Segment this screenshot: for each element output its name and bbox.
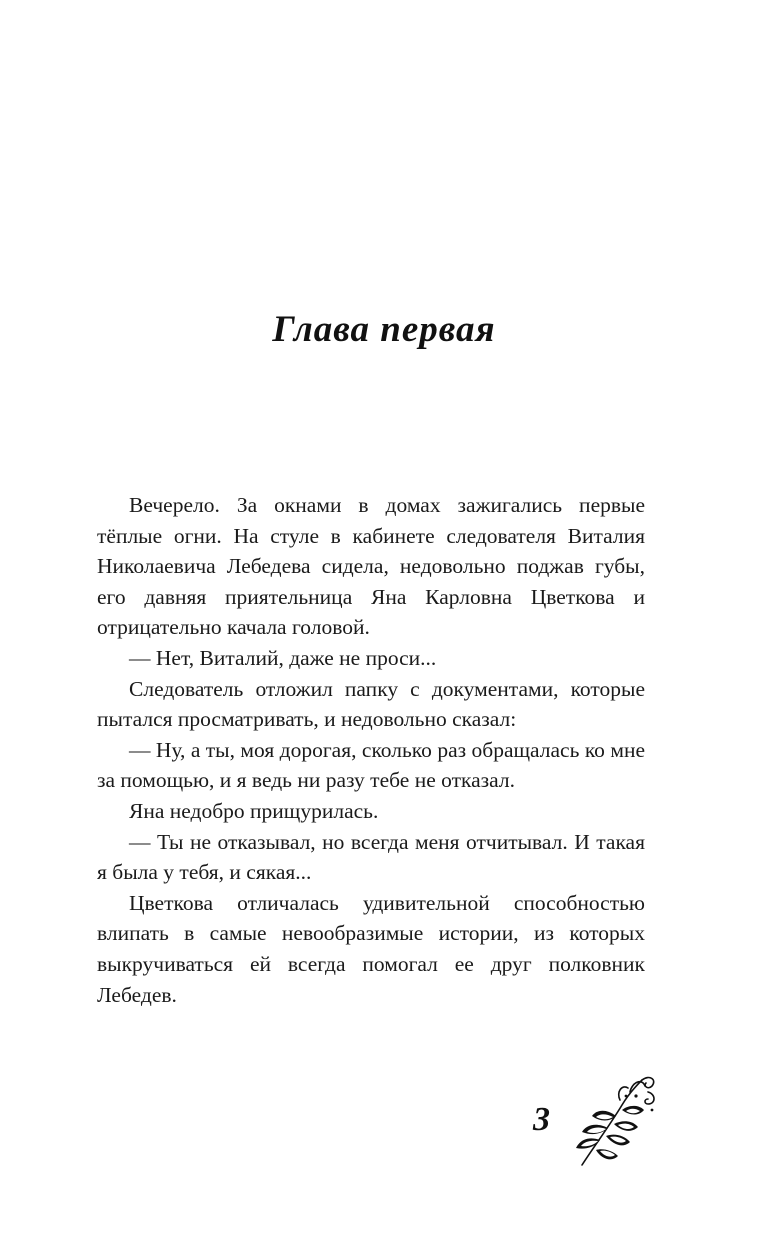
chapter-body <box>97 490 645 1010</box>
paragraph: Яна недобро прищурилась. <box>129 798 379 823</box>
paragraph: — Нет, Виталий, даже не проси... <box>129 645 437 670</box>
paragraph: — Ну, а ты, моя дорогая, сколько раз обращалась ко мне за помощью, и я ведь ни разу тебе не отказал. <box>97 737 645 793</box>
leaf-branch-icon <box>560 1070 660 1170</box>
paragraph: Следователь отложил папку с документами, которые пытался просматривать, и недовольно сказал: <box>97 676 645 732</box>
paragraph: — Ты не отказывал, но всегда меня отчитывал. И такая я была у тебя, и сякая... <box>97 829 645 885</box>
paragraph: Вечерело. За окнами в домах зажигались первые тёплые огни. На стуле в кабинете следователя Виталия Николаевича Лебедева сидела, недовольно поджав губы, его давняя приятельница Яна Карловна Цветкова и отрицательно качала головой. <box>97 493 645 640</box>
page-number: 3 <box>533 1101 550 1138</box>
chapter-title: Глава первая <box>272 309 496 350</box>
paragraph: Цветкова отличалась удивительной способностью влипать в самые невообразимые истории, из которых выкручиваться ей всегда помогал ее друг полковник Лебедев. <box>97 890 645 1007</box>
